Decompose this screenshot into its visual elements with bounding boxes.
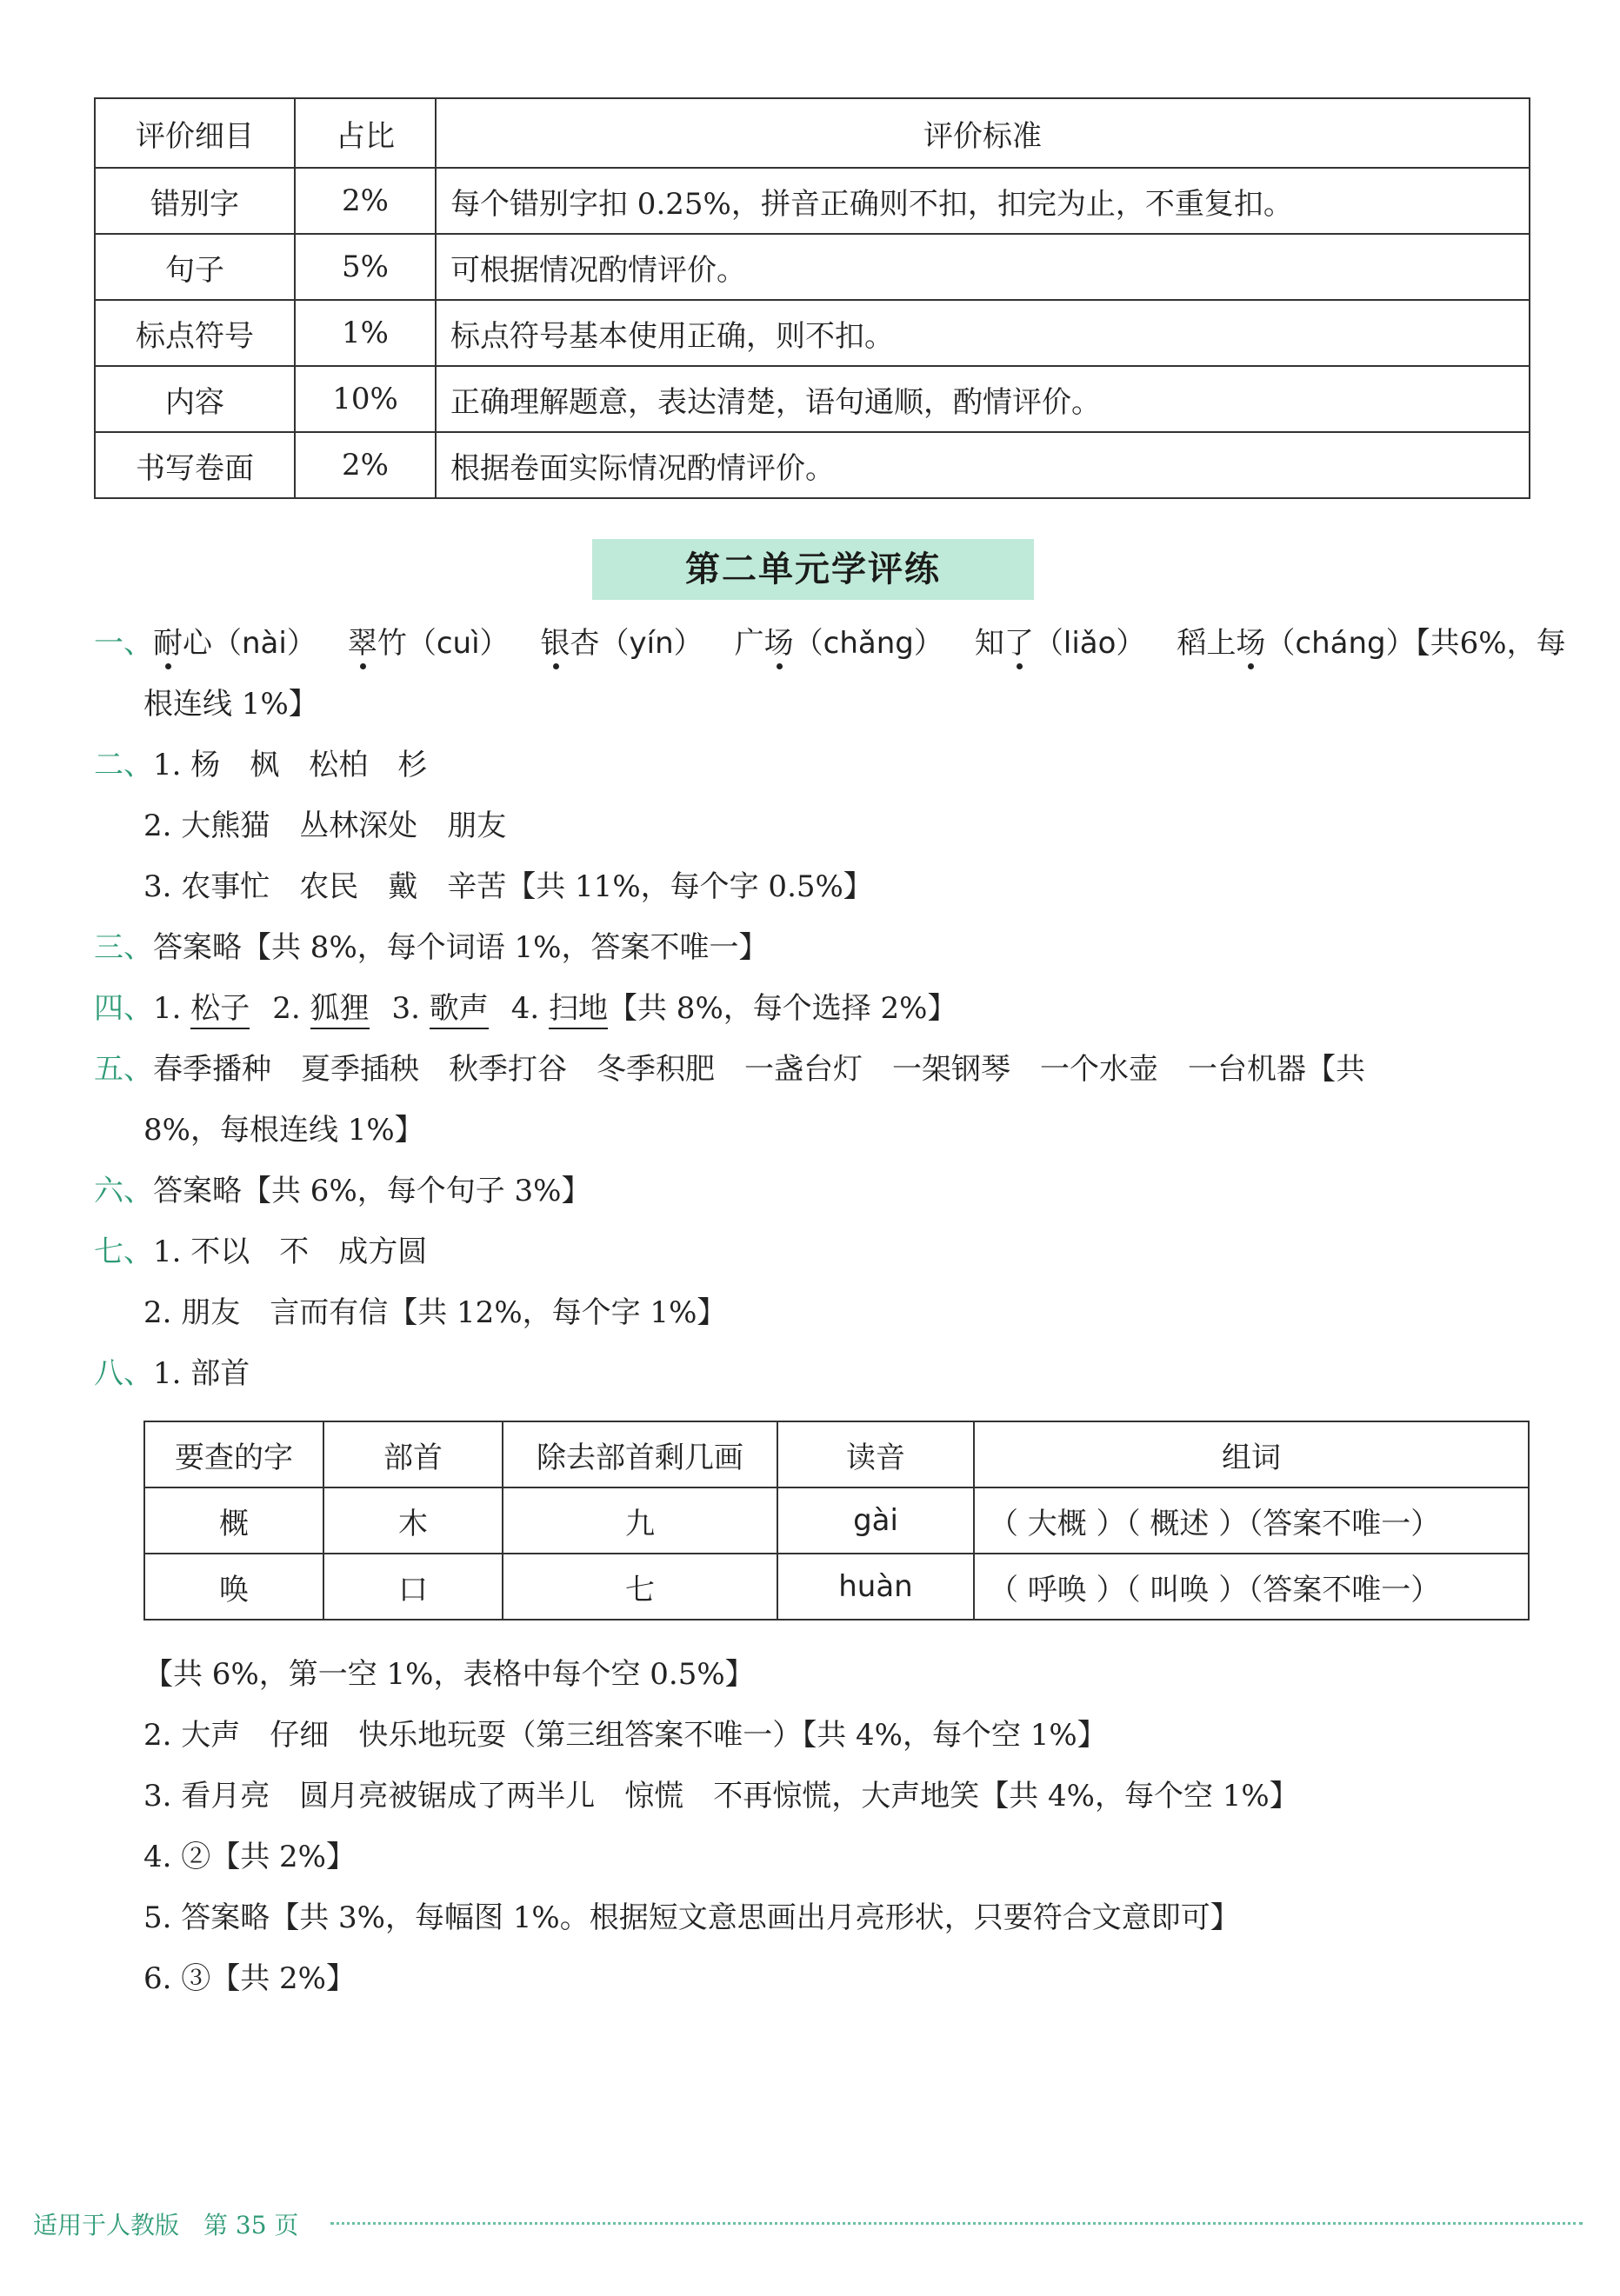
table-row bbox=[144, 1487, 1529, 1554]
dotted-char: 耐 bbox=[153, 626, 183, 661]
table-cell: 可根据情况酌情评价。 bbox=[436, 234, 1530, 300]
item-number: 1. bbox=[153, 991, 191, 1026]
pinyin: （liǎo） bbox=[1033, 626, 1146, 661]
q7-line-1 bbox=[94, 1233, 427, 1271]
table-cell: （ 呼唤 ）（ 叫唤 ）（答案不唯一） bbox=[974, 1554, 1529, 1620]
table-cell: huàn bbox=[777, 1554, 974, 1620]
table-cell: 七 bbox=[503, 1554, 777, 1620]
answer-text: 答案略【共 8%，每个词语 1%，答案不唯一】 bbox=[153, 930, 769, 965]
char: 杏 bbox=[570, 626, 600, 661]
q1-word-4 bbox=[735, 626, 943, 661]
char: 竹 bbox=[377, 626, 407, 661]
item-number: 2. bbox=[272, 991, 310, 1026]
question-number: 三、 bbox=[94, 930, 153, 965]
question-number: 一、 bbox=[94, 626, 153, 661]
table-cell: 2% bbox=[295, 168, 436, 234]
dotted-char: 场 bbox=[763, 626, 794, 661]
q1-word-3 bbox=[541, 626, 703, 661]
table-row bbox=[95, 234, 1530, 300]
pinyin: （cuì） bbox=[406, 626, 510, 661]
char: 心 bbox=[183, 626, 212, 661]
evaluation-table bbox=[94, 97, 1530, 499]
table-cell: 句子 bbox=[95, 234, 295, 300]
header-cell: 占比 bbox=[295, 98, 436, 168]
question-number: 四、 bbox=[94, 991, 153, 1026]
table-cell: 口 bbox=[323, 1554, 503, 1620]
table-row bbox=[144, 1554, 1529, 1620]
pinyin: （chǎng） bbox=[793, 626, 943, 661]
table-row bbox=[95, 432, 1530, 498]
table-cell: 每个错别字扣 0.25%，拼音正确则不扣，扣完为止，不重复扣。 bbox=[436, 168, 1530, 234]
table-cell: 1% bbox=[295, 300, 436, 366]
header-cell: 评价细目 bbox=[95, 98, 295, 168]
answer-text: 1. 部首 bbox=[153, 1356, 250, 1391]
table-row bbox=[95, 366, 1530, 432]
q2-line-2: 2. 大熊猫 丛林深处 朋友 bbox=[143, 809, 507, 843]
table-cell: 木 bbox=[323, 1487, 503, 1554]
header-cell: 部首 bbox=[323, 1421, 503, 1487]
q3-line bbox=[94, 928, 769, 967]
header-cell: 除去部首剩几画 bbox=[503, 1421, 777, 1487]
table-cell: 九 bbox=[503, 1487, 777, 1554]
answer-text: 1. 不以 不 成方圆 bbox=[153, 1235, 428, 1269]
q7-line-2: 2. 朋友 言而有信【共 12%，每个字 1%】 bbox=[143, 1295, 727, 1330]
header-cell: 要查的字 bbox=[144, 1421, 323, 1487]
answer-text: 答案略【共 6%，每个句子 3%】 bbox=[153, 1174, 591, 1208]
q8-note: 【共 6%，第一空 1%，表格中每个空 0.5%】 bbox=[143, 1657, 755, 1692]
q1-word-2 bbox=[348, 626, 510, 661]
table-cell: 标点符号基本使用正确，则不扣。 bbox=[436, 300, 1530, 366]
item-number: 3. bbox=[391, 991, 430, 1026]
question-number: 八、 bbox=[94, 1356, 153, 1391]
table-cell: 内容 bbox=[95, 366, 295, 432]
dotted-char: 了 bbox=[1003, 626, 1034, 661]
q5-line-1 bbox=[94, 1050, 1365, 1088]
char: 广 bbox=[734, 626, 764, 661]
header-cell: 组词 bbox=[974, 1421, 1529, 1487]
q1-line-2: 根连线 1%】 bbox=[143, 687, 318, 722]
table-cell: 10% bbox=[295, 366, 436, 432]
q2-line-3: 3. 农事忙 农民 戴 辛苦【共 11%，每个字 0.5%】 bbox=[143, 869, 873, 904]
q8-line-3: 3. 看月亮 圆月亮被锯成了两半儿 惊慌 不再惊慌，大声地笑【共 4%，每个空 1%】 bbox=[143, 1779, 1299, 1814]
table-cell: 标点符号 bbox=[95, 300, 295, 366]
table-cell: 书写卷面 bbox=[95, 432, 295, 498]
footer-divider bbox=[330, 2222, 1583, 2225]
pinyin: （nài） bbox=[212, 626, 317, 661]
underlined-answer: 歌声 bbox=[430, 991, 489, 1029]
table-cell: gài bbox=[777, 1487, 974, 1554]
answer-text: 1. 杨 枫 松柏 杉 bbox=[153, 748, 428, 782]
table-cell: 根据卷面实际情况酌情评价。 bbox=[436, 432, 1530, 498]
answer-text: 春季播种 夏季插秧 秋季打谷 冬季积肥 一盏台灯 一架钢琴 一个水壶 一台机器【共 bbox=[153, 1052, 1365, 1087]
section-title: 第二单元学评练 bbox=[592, 539, 1034, 600]
underlined-answer: 扫地 bbox=[549, 991, 608, 1029]
pinyin: （yín） bbox=[599, 626, 703, 661]
table-cell: 错别字 bbox=[95, 168, 295, 234]
q8-line-2: 2. 大声 仔细 快乐地玩耍（第三组答案不唯一）【共 4%，每个空 1%】 bbox=[143, 1718, 1107, 1753]
question-number: 七、 bbox=[94, 1235, 153, 1269]
score-note: 【共 8%，每个选择 2%】 bbox=[608, 991, 957, 1026]
dotted-char: 场 bbox=[1236, 626, 1266, 661]
q5-line-2: 8%，每根连线 1%】 bbox=[143, 1113, 424, 1148]
table-cell: （ 大概 ）（ 概述 ）（答案不唯一） bbox=[974, 1487, 1529, 1554]
table-row bbox=[95, 300, 1530, 366]
table-cell: 2% bbox=[295, 432, 436, 498]
q8-line-1 bbox=[94, 1354, 250, 1393]
underlined-answer: 松子 bbox=[190, 991, 250, 1029]
q1-word-5 bbox=[975, 626, 1146, 661]
q1-line-1 bbox=[94, 624, 1566, 662]
table-header-row bbox=[144, 1421, 1529, 1487]
question-number: 六、 bbox=[94, 1174, 153, 1208]
q8-line-5: 5. 答案略【共 3%，每幅图 1%。根据短文意思画出月亮形状，只要符合文意即可】 bbox=[143, 1900, 1240, 1935]
char: 稻上 bbox=[1177, 626, 1237, 661]
dotted-char: 银 bbox=[540, 626, 570, 661]
item-number: 4. bbox=[510, 991, 549, 1026]
q8-line-4: 4. ②【共 2%】 bbox=[143, 1840, 356, 1874]
table-cell: 正确理解题意，表达清楚，语句通顺，酌情评价。 bbox=[436, 366, 1530, 432]
table-header-row bbox=[95, 98, 1530, 168]
q4-line bbox=[94, 989, 957, 1028]
dictionary-table bbox=[143, 1421, 1530, 1621]
q8-line-6: 6. ③【共 2%】 bbox=[143, 1961, 356, 1996]
pinyin: （cháng） bbox=[1265, 626, 1416, 661]
question-number: 二、 bbox=[94, 748, 153, 782]
header-cell: 评价标准 bbox=[436, 98, 1530, 168]
q1-word-6 bbox=[1177, 626, 1415, 661]
table-row bbox=[95, 168, 1530, 234]
page-footer: 适用于人教版 第 35 页 bbox=[33, 2211, 299, 2239]
q2-line-1 bbox=[94, 746, 427, 784]
q6-line bbox=[94, 1172, 591, 1210]
score-note: 【共6%，每 bbox=[1415, 626, 1566, 661]
table-cell: 唤 bbox=[144, 1554, 323, 1620]
question-number: 五、 bbox=[94, 1052, 153, 1087]
underlined-answer: 狐狸 bbox=[310, 991, 370, 1029]
table-cell: 5% bbox=[295, 234, 436, 300]
char: 知 bbox=[974, 626, 1004, 661]
q1-word-1 bbox=[153, 626, 317, 661]
dotted-char: 翠 bbox=[347, 626, 377, 661]
table-cell: 概 bbox=[144, 1487, 323, 1554]
header-cell: 读音 bbox=[777, 1421, 974, 1487]
